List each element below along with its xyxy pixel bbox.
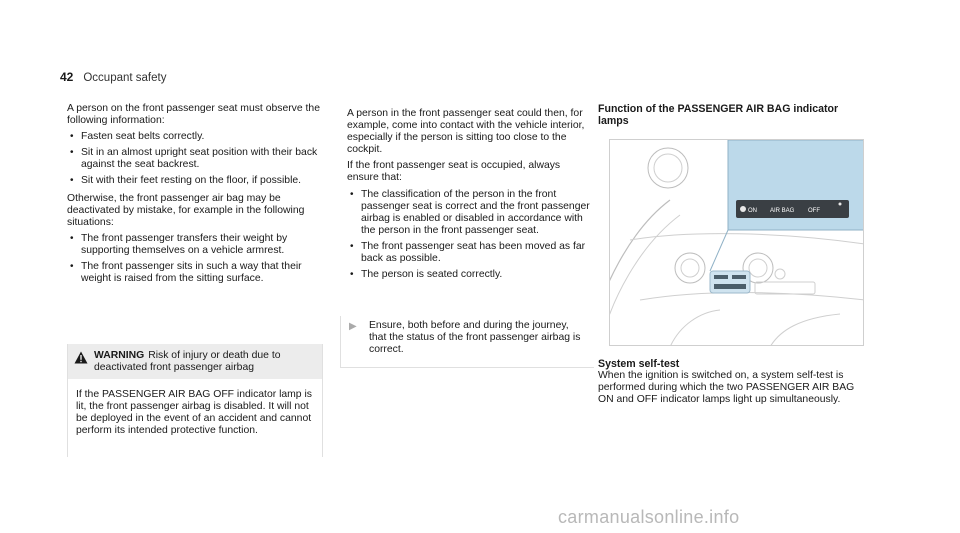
inset-off-label: OFF [808,208,820,214]
page-header [60,70,166,84]
warning-header [68,344,322,379]
list-item: • The front passenger sits in such a way that their weight is raised from the sitting surface. [70,261,302,285]
column-right [598,103,868,127]
dashboard-illustration [609,139,864,346]
list-item: • Fasten seat belts correctly. [70,131,205,143]
paragraph: A person in the front passenger seat could then, for example, come into contact with the vehicle interior, especially if the person is sitting too close to the cockpit. [347,108,585,156]
warning-body: If the PASSENGER AIR BAG OFF indicator lamp is lit, the front passenger airbag is disabled. It will not be deployed in the event of an accident and cannot perform its intended protective function. [76,389,312,437]
dashboard-drawing [610,140,864,346]
section-title: Occupant safety [83,72,167,84]
self-test-section [598,358,868,410]
watermark: carmanualsonline.info [558,507,740,527]
page-number: 42 [60,70,74,84]
note-text: Ensure, both before and during the journey, that the status of the front passenger airbag is correct. [369,320,581,356]
divider-line [322,344,323,457]
warning-title: Risk of injury or death due to deactivated front passenger airbag [94,350,281,374]
list-item: • The classification of the person in the front passenger seat is correct and the front passenger airbag is enabled or disabled in accordance with the person in the front passenger seat. [350,188,590,236]
ensure-list [347,189,592,282]
warning-box [67,344,322,457]
paragraph: If the front passenger seat is occupied, always ensure that: [347,160,561,184]
list-item: • The person is seated correctly. [350,269,503,281]
subheading: System self-test [598,358,680,370]
column-middle [347,108,592,286]
inset-on-label: ON [748,208,757,214]
situations-list [67,233,329,285]
self-test-text: When the ignition is switched on, a system self-test is performed during which the two PASSENGER AIR BAG ON and OFF indicator lamps light up simultaneously. [598,370,855,406]
list-item: • The front passenger seat has been moved as far back as possible. [350,240,586,265]
requirements-list [67,131,329,187]
otherwise-text: Otherwise, the front passenger air bag may be deactivated by mistake, for example in the following situations: [67,192,305,228]
warning-triangle-icon [74,351,94,368]
inset-airbag-label: AIR BAG [770,208,795,214]
list-item: • The front passenger transfers their weight by supporting themselves on a vehicle armrest. [70,232,288,256]
play-arrow-icon: ▶ [349,321,357,332]
list-item: • Sit in an almost upright seat position with their back against the seat backrest. [70,147,318,171]
section-heading: Function of the PASSENGER AIR BAG indicator lamps [598,103,839,128]
warning-label: WARNING [94,350,145,361]
list-item: • Sit with their feet resting on the floor, if possible. [70,175,302,187]
intro-text: A person on the front passenger seat must observe the following information: [67,103,320,127]
note-box [340,316,594,368]
column-left [67,103,329,290]
